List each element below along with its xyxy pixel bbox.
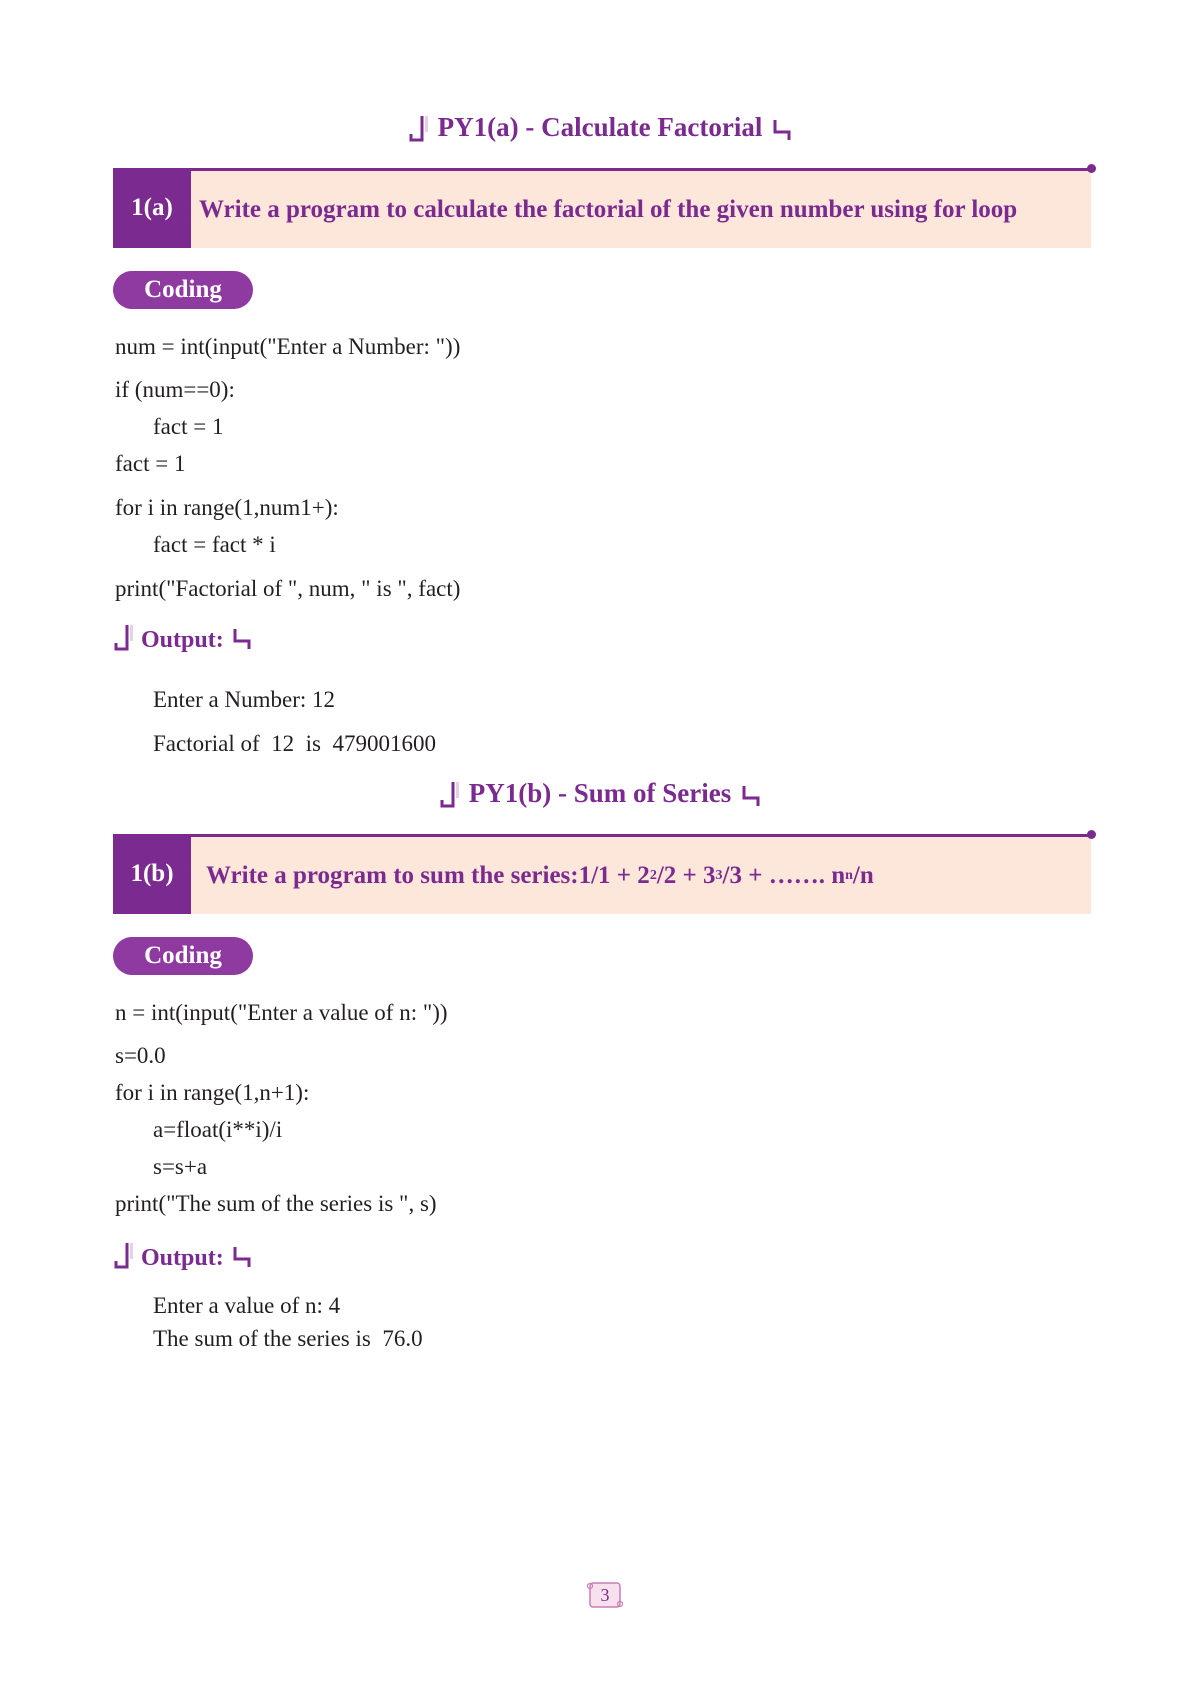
output-line: Factorial of 12 is 479001600 xyxy=(153,731,436,756)
bracket-right-icon xyxy=(741,780,761,808)
rule-dot-icon xyxy=(1087,830,1096,839)
task-text-b-part: /2 + 3 xyxy=(656,861,716,889)
code-line: a=float(i**i)/i xyxy=(153,1117,283,1142)
task-text-a: Write a program to calculate the factorial of the given number using for loop xyxy=(199,195,1018,223)
page-number xyxy=(585,1580,625,1610)
section-a-title xyxy=(0,112,1200,156)
code-line: for i in range(1,n+1): xyxy=(115,1080,310,1105)
code-line: n = int(input("Enter a value of n: ")) xyxy=(115,1000,448,1025)
rule-dot-icon xyxy=(1087,164,1096,173)
task-box-a xyxy=(113,168,1091,248)
code-line: s=s+a xyxy=(153,1154,208,1179)
code-line: if (num==0): xyxy=(115,377,235,402)
task-text-b-part: Write a program to sum the series:1/1 + 2 xyxy=(206,861,650,889)
code-line: s=0.0 xyxy=(115,1043,166,1068)
superscript: n xyxy=(845,867,853,883)
superscript: 2 xyxy=(649,867,657,883)
coding-badge-b: Coding xyxy=(113,937,253,975)
coding-badge-a: Coding xyxy=(113,271,253,309)
code-line: num = int(input("Enter a Number: ")) xyxy=(115,334,461,359)
code-line: fact = 1 xyxy=(153,414,224,439)
task-text-b-part: /3 + ……. n xyxy=(722,861,846,889)
task-text-b-part: /n xyxy=(852,861,874,889)
bracket-right-icon xyxy=(232,623,252,658)
output-line: The sum of the series is 76.0 xyxy=(153,1326,423,1351)
output-line: Enter a Number: 12 xyxy=(153,687,336,712)
code-line: fact = fact * i xyxy=(153,532,276,557)
section-b-title xyxy=(0,778,1200,822)
bracket-left-icon xyxy=(113,1241,133,1276)
code-line: print("Factorial of ", num, " is ", fact) xyxy=(115,576,461,601)
code-line: for i in range(1,num1+): xyxy=(115,495,339,520)
task-number-a: 1(a) xyxy=(113,168,191,248)
section-a-title-text: PY1(a) - Calculate Factorial xyxy=(437,112,763,142)
bracket-right-icon xyxy=(232,1241,252,1276)
bracket-right-icon xyxy=(772,114,792,142)
section-b-title-text: PY1(b) - Sum of Series xyxy=(468,778,732,808)
task-box-b xyxy=(113,834,1091,914)
output-line: Enter a value of n: 4 xyxy=(153,1293,341,1318)
output-label-a xyxy=(113,622,252,658)
output-label-text-a: Output: xyxy=(141,626,224,653)
task-number-b: 1(b) xyxy=(113,834,191,914)
page-number-text: 3 xyxy=(600,1584,610,1605)
task-text-b xyxy=(206,837,874,914)
output-label-b xyxy=(113,1240,252,1276)
code-line: print("The sum of the series is ", s) xyxy=(115,1191,437,1216)
bracket-left-icon xyxy=(439,780,459,808)
bracket-left-icon xyxy=(408,114,428,142)
output-label-text-b: Output: xyxy=(141,1244,224,1271)
superscript: 3 xyxy=(715,867,723,883)
bracket-left-icon xyxy=(113,623,133,658)
code-line: fact = 1 xyxy=(115,451,186,476)
